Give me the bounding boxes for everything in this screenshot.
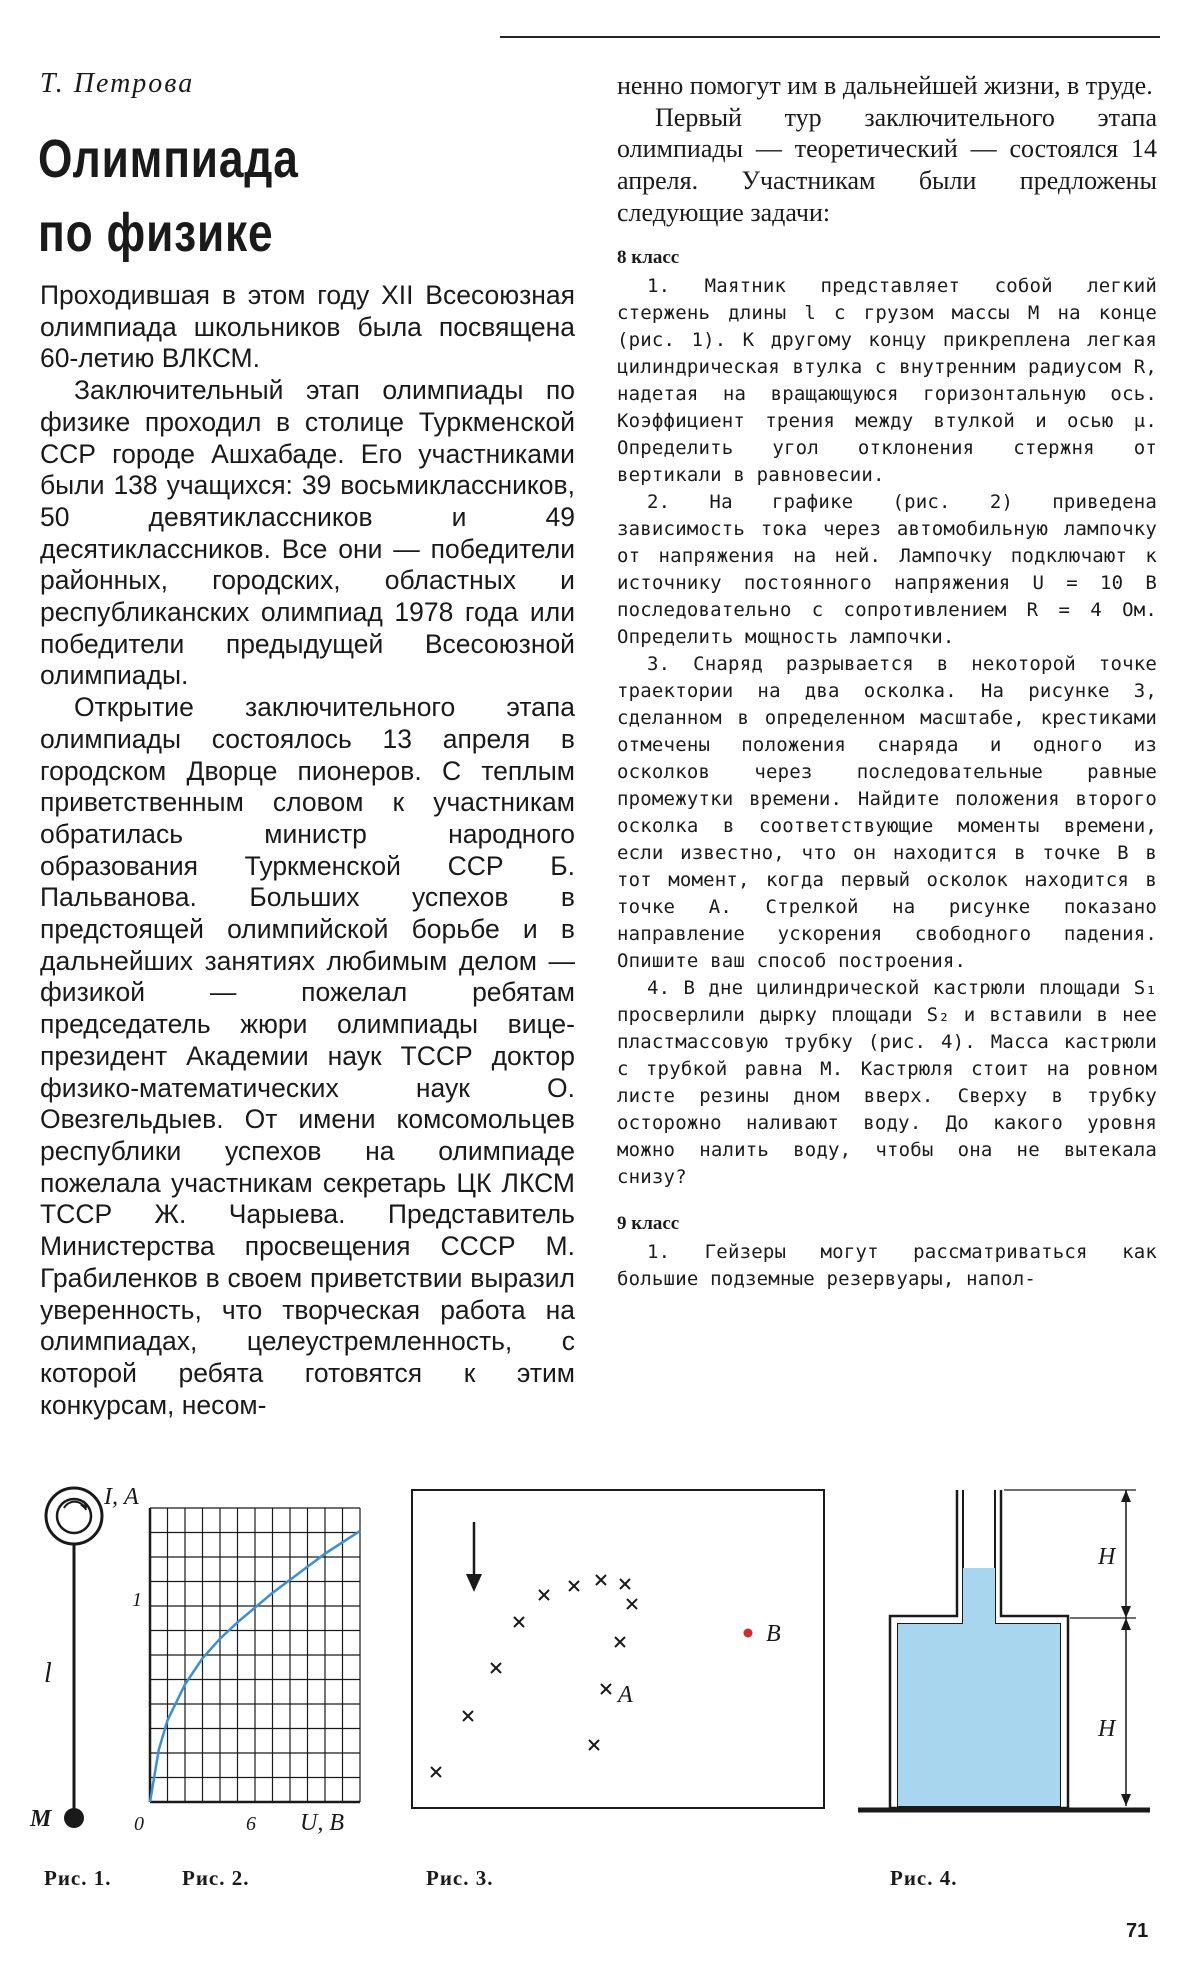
point-b-marker bbox=[744, 1629, 753, 1638]
figure-caption: Рис. 1. bbox=[44, 1866, 112, 1890]
article-title bbox=[38, 122, 382, 270]
figure-1-pendulum bbox=[29, 1488, 102, 1832]
problem-8-4: 4. В дне цилиндрической кастрюли площади S₁ просверлили дырку площади S₂ и вставили в нее пластмассовую трубку (рис. 4). Масса кастрюли с трубкой равна M. Кастрюля стоит на ровном листе резины дном вверх. Сверху в трубку осторожно наливают воду. До какого уровня можно налить воду, чтобы она не вытекала снизу? bbox=[617, 976, 1157, 1188]
title-line-1: Олимпиада bbox=[38, 129, 299, 189]
grade-8-heading: 8 класс bbox=[617, 246, 680, 268]
figure-caption: Рис. 2. bbox=[182, 1866, 250, 1890]
cross-mark bbox=[589, 1740, 599, 1750]
paragraph: Проходившая в этом году XII Всесоюзная олимпиада школьников была посвящена 60-летию ВЛКСМ. bbox=[40, 280, 575, 374]
bushing-outer-circle bbox=[46, 1488, 102, 1544]
chart-y-tick-label: 1 bbox=[132, 1589, 142, 1611]
dimension-arrow-icon bbox=[1121, 1794, 1131, 1806]
point-b-label: B bbox=[766, 1621, 781, 1647]
mass-label: M bbox=[30, 1806, 52, 1832]
dimension-arrow-icon bbox=[1121, 1606, 1131, 1618]
cross-mark bbox=[514, 1617, 524, 1627]
figure-caption: Рис. 3. bbox=[426, 1866, 494, 1890]
paragraph: ненно помогут им в дальнейшей жизни, в труде. bbox=[617, 71, 1153, 100]
problem-9-1: 1. Гейзеры могут рассматриваться как большие подземные резервуары, напол- bbox=[617, 1240, 1157, 1290]
rod-length-label: l bbox=[44, 1658, 52, 1689]
problem-8-3: 3. Снаряд разрывается в некоторой точке траектории на два осколка. На рисунке 3, сделанном в определенном масштабе, крестиками отмечены положения снаряда и одного из осколков через последовательные равные промежутки времени. Найдите положения второго осколка в соответствующие моменты времени, если известно, что он находится в точке B в тот момент, когда первый осколок находится в точке A. Стрелкой на рисунке показано направление ускорения свободного падения. Опишите ваш способ построения. bbox=[617, 652, 1157, 972]
dimension-arrow-icon bbox=[1121, 1618, 1131, 1630]
figure-2-chart bbox=[103, 1484, 360, 1836]
point-a-label: A bbox=[618, 1682, 633, 1708]
cross-mark bbox=[615, 1637, 625, 1647]
problem-8-2: 2. На графике (рис. 2) приведена зависимость тока через автомобильную лампочку от напряжения на ней. Лампочку подключают к источнику постоянного напряжения U = 10 В последовательно с сопротивлением R = 4 Ом. Определить мощность лампочки. bbox=[617, 490, 1157, 648]
figure-4-pot bbox=[858, 1490, 1150, 1810]
cross-mark bbox=[569, 1581, 579, 1591]
gravity-arrow-icon bbox=[466, 1574, 482, 1592]
paragraph: Заключительный этап олимпиады по физике проходил в столице Туркменской ССР городе Ашхабаде. Его участниками были 138 учащихся: 39 восьмиклассников, 50 девятиклассников и 49 десятиклассников. Все они — победители районных, городских, областных и республиканских олимпиад 1978 года или победители предыдущей Всесоюзной олимпиады. bbox=[40, 375, 575, 691]
cross-mark bbox=[620, 1579, 630, 1589]
cross-mark bbox=[491, 1663, 501, 1673]
paragraph: Первый тур заключительного этапа олимпиады — теоретический — состоялся 14 апреля. Участникам были предложены следующие задачи: bbox=[617, 102, 1157, 227]
trajectory-marks bbox=[431, 1575, 637, 1777]
cross-mark bbox=[627, 1599, 637, 1609]
problem-8-1: 1. Маятник представляет собой легкий стержень длины l с грузом массы M на конце (рис. 1). К другому концу прикреплена легкая цилиндрическая втулка с внутренним радиусом R, надетая на вращающуюся горизонтальную ось. Коэффициент трения между втулкой и осью μ. Определить угол отклонения стержня от вертикали в равновесии. bbox=[617, 274, 1157, 486]
top-rule bbox=[500, 36, 1160, 38]
page-number: 71 bbox=[1126, 1920, 1149, 1942]
intro-text bbox=[617, 70, 1157, 229]
chart-y-axis-label: I, А bbox=[104, 1484, 139, 1510]
figure-3-trajectory bbox=[412, 1490, 824, 1808]
cross-mark bbox=[596, 1575, 606, 1585]
left-column bbox=[40, 280, 575, 1421]
cross-mark bbox=[601, 1684, 611, 1694]
pot-water bbox=[898, 1624, 1060, 1806]
axle-circle bbox=[57, 1499, 91, 1533]
chart-x-tick-label: 6 bbox=[246, 1813, 256, 1835]
title-line-2: по физике bbox=[38, 203, 274, 263]
figures-strip bbox=[0, 1450, 1200, 1850]
tube-water bbox=[963, 1568, 995, 1624]
chart-x-tick-label: 0 bbox=[134, 1813, 144, 1835]
cross-mark bbox=[463, 1711, 473, 1721]
height-label-bottom: H bbox=[1098, 1716, 1116, 1742]
chart-x-axis-label: U, В bbox=[300, 1810, 344, 1836]
grade-9-heading: 9 класс bbox=[617, 1212, 680, 1234]
rotation-arrowhead-icon bbox=[80, 1504, 88, 1510]
cross-mark bbox=[431, 1767, 441, 1777]
dimension-arrow-icon bbox=[1121, 1490, 1131, 1502]
height-label-top: H bbox=[1098, 1544, 1116, 1570]
figure-caption: Рис. 4. bbox=[890, 1866, 958, 1890]
cross-mark bbox=[539, 1590, 549, 1600]
paragraph: Открытие заключительного этапа олимпиады состоялось 13 апреля в городском Дворце пионеров. С теплым приветственным словом к участникам обратилась министр народного образования Туркменской ССР Б. Пальванова. Больших успехов в предстоящей олимпийской борьбе и в дальнейших занятиях любимым делом — физикой — пожелал ребятам председатель жюри олимпиады вице-президент Академии наук ТССР доктор физико-математических наук О. Овезгельдыев. От имени комсомольцев республики успехов на олимпиаде пожелала участникам секретарь ЦК ЛКСМ ТССР Ж. Чарыева. Представитель Министерства просвещения СССР М. Грабиленков в своем приветствии выразил уверенность, что творческая работа на олимпиадах, целеустремленность, с которой ребята готовятся к этим конкурсам, несом- bbox=[40, 692, 575, 1420]
pendulum-mass bbox=[64, 1808, 84, 1828]
article-author: Т. Петрова bbox=[40, 68, 195, 99]
right-column bbox=[617, 70, 1157, 1293]
